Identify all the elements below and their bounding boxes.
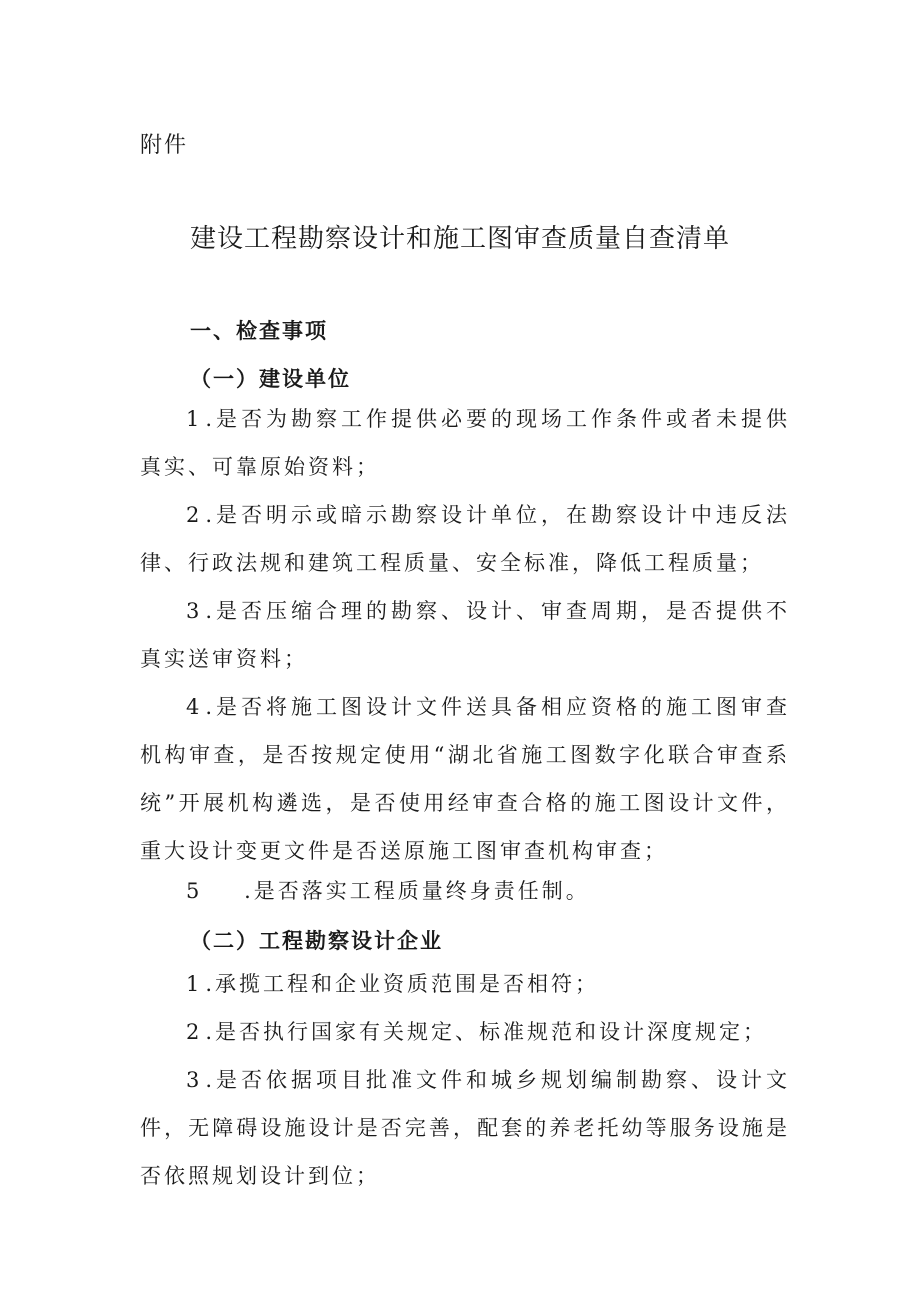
list-item: [140, 1008, 790, 1056]
item-number: 5: [186, 879, 206, 903]
document-title: 建设工程勘察设计和施工图审查质量自查清单: [189, 224, 730, 254]
item-number: 3: [186, 599, 206, 623]
list-item: [140, 683, 790, 875]
subsection-heading-2: （二）工程勘察设计企业: [190, 929, 443, 953]
list-item: [140, 395, 790, 491]
list-item: [140, 491, 790, 587]
list-item: [140, 960, 790, 1008]
list-item: [140, 587, 790, 683]
item-text: .是否将施工图设计文件送具备相应资格的施工图审查机构审查，是否按规定使用“湖北省施工图数字化联合审查系统”开展机构遴选，是否使用经审查合格的施工图设计文件，重大设计变更文件是否送原施工图审查机构审查；: [140, 695, 790, 863]
item-text: .是否执行国家有关规定、标准规范和设计深度规定；: [205, 1020, 768, 1044]
list-item: [140, 867, 790, 915]
item-text: .承揽工程和企业资质范围是否相符；: [205, 972, 600, 996]
section-heading: 一、检查事项: [190, 319, 328, 343]
item-number: 2: [186, 503, 206, 527]
item-text: .是否为勘察工作提供必要的现场工作条件或者未提供真实、可靠原始资料；: [140, 407, 790, 479]
item-number: 2: [186, 1020, 206, 1044]
item-text: .是否依据项目批准文件和城乡规划编制勘察、设计文件，无障碍设施设计是否完善，配套的养老托幼等服务设施是否依照规划设计到位；: [140, 1068, 790, 1188]
item-number: 1: [186, 972, 206, 996]
item-number: 3: [186, 1068, 206, 1092]
item-number: 4: [186, 695, 206, 719]
subsection-heading-1: （一）建设单位: [190, 367, 351, 391]
item-text: .是否明示或暗示勘察设计单位，在勘察设计中违反法律、行政法规和建筑工程质量、安全标准，降低工程质量；: [140, 503, 790, 575]
item-number: 1: [186, 407, 206, 431]
item-text: .是否落实工程质量终身责任制。: [205, 879, 590, 903]
list-item: [140, 1056, 790, 1200]
item-text: .是否压缩合理的勘察、设计、审查周期，是否提供不真实送审资料；: [140, 599, 790, 671]
attachment-label: 附件: [140, 133, 189, 158]
